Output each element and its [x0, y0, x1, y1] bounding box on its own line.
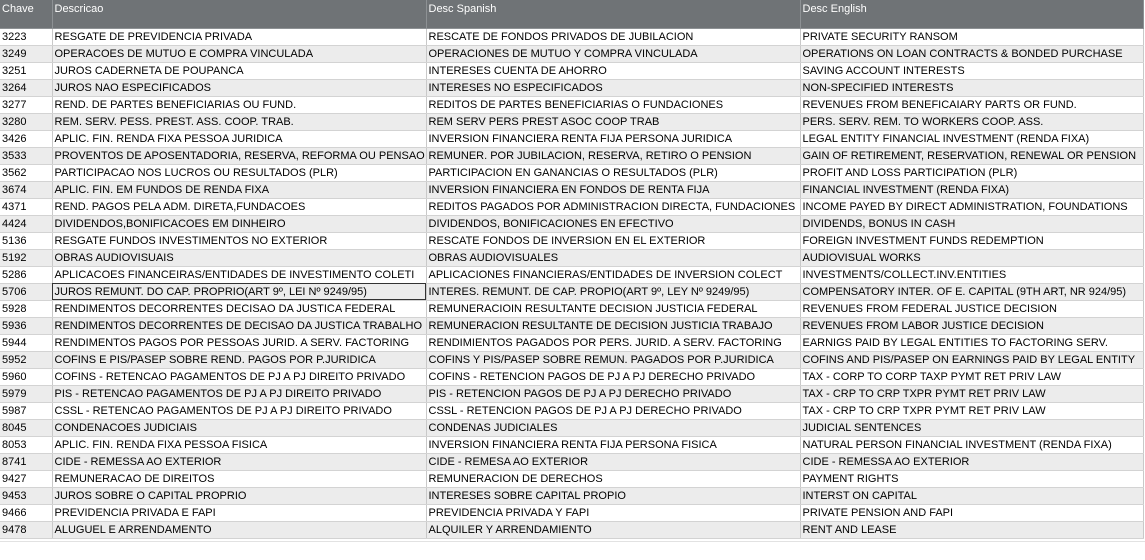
cell-chave[interactable]: 5136 — [0, 232, 52, 249]
cell-chave[interactable]: 5987 — [0, 402, 52, 419]
cell-descricao[interactable]: DIVIDENDOS,BONIFICACOES EM DINHEIRO — [52, 215, 426, 232]
cell-desc-spanish[interactable]: INVERSION FINANCIERA EN FONDOS DE RENTA FIJA — [426, 181, 800, 198]
cell-desc-spanish[interactable]: REMUNERACION RESULTANTE DE DECISION JUSTICIA TRABAJO — [426, 317, 800, 334]
cell-chave[interactable]: 3264 — [0, 79, 52, 96]
cell-desc-english[interactable]: PRIVATE SECURITY RANSOM — [800, 28, 1143, 45]
cell-desc-spanish[interactable]: CSSL - RETENCION PAGOS DE PJ A PJ DERECHO PRIVADO — [426, 402, 800, 419]
table-row[interactable] — [0, 436, 1143, 453]
cell-descricao[interactable]: OBRAS AUDIOVISUAIS — [52, 249, 426, 266]
cell-chave[interactable]: 4371 — [0, 198, 52, 215]
cell-descricao[interactable]: PROVENTOS DE APOSENTADORIA, RESERVA, REFORMA OU PENSAO — [52, 147, 426, 164]
cell-chave[interactable]: 3426 — [0, 130, 52, 147]
cell-desc-english[interactable]: COMPENSATORY INTER. OF E. CAPITAL (9TH ART, NR 924/95) — [800, 283, 1143, 300]
table-row[interactable] — [0, 334, 1143, 351]
cell-desc-spanish[interactable]: APLICACIONES FINANCIERAS/ENTIDADES DE INVERSION COLECT — [426, 266, 800, 283]
table-row[interactable] — [0, 130, 1143, 147]
cell-desc-english[interactable]: INVESTMENTS/COLLECT.INV.ENTITIES — [800, 266, 1143, 283]
column-header-desc-english[interactable]: Desc English — [800, 0, 1143, 28]
table-row[interactable] — [0, 215, 1143, 232]
cell-descricao[interactable]: REM. SERV. PESS. PREST. ASS. COOP. TRAB. — [52, 113, 426, 130]
cell-desc-spanish[interactable]: PARTICIPACION EN GANANCIAS O RESULTADOS (PLR) — [426, 164, 800, 181]
table-row[interactable] — [0, 266, 1143, 283]
table-row[interactable] — [0, 96, 1143, 113]
cell-desc-spanish[interactable]: REMUNER. POR JUBILACION, RESERVA, RETIRO O PENSION — [426, 147, 800, 164]
cell-desc-english[interactable]: AUDIOVISUAL WORKS — [800, 249, 1143, 266]
cell-desc-english[interactable]: REVENUES FROM LABOR JUSTICE DECISION — [800, 317, 1143, 334]
cell-descricao[interactable]: RENDIMENTOS DECORRENTES DECISAO DA JUSTICA FEDERAL — [52, 300, 426, 317]
cell-chave[interactable]: 9478 — [0, 521, 52, 538]
header-row — [0, 0, 1143, 28]
cell-chave[interactable]: 3562 — [0, 164, 52, 181]
cell-desc-spanish[interactable]: CIDE - REMESA AO EXTERIOR — [426, 453, 800, 470]
cell-desc-english[interactable]: REVENUES FROM FEDERAL JUSTICE DECISION — [800, 300, 1143, 317]
cell-chave[interactable]: 5192 — [0, 249, 52, 266]
table-row[interactable] — [0, 79, 1143, 96]
cell-desc-english[interactable]: REVENUES FROM BENEFICAIARY PARTS OR FUND. — [800, 96, 1143, 113]
cell-descricao[interactable]: RESGATE FUNDOS INVESTIMENTOS NO EXTERIOR — [52, 232, 426, 249]
table-row[interactable] — [0, 62, 1143, 79]
table-row[interactable] — [0, 487, 1143, 504]
cell-desc-spanish[interactable]: REDITOS PAGADOS POR ADMINISTRACION DIRECTA, FUNDACIONES — [426, 198, 800, 215]
cell-desc-spanish[interactable]: REMUNERACION DE DERECHOS — [426, 470, 800, 487]
cell-desc-spanish[interactable]: OBRAS AUDIOVISUALES — [426, 249, 800, 266]
cell-descricao[interactable]: REND. PAGOS PELA ADM. DIRETA,FUNDACOES — [52, 198, 426, 215]
cell-descricao[interactable]: CIDE - REMESSA AO EXTERIOR — [52, 453, 426, 470]
cell-desc-english[interactable]: PROFIT AND LOSS PARTICIPATION (PLR) — [800, 164, 1143, 181]
table-row[interactable] — [0, 521, 1143, 538]
cell-desc-spanish[interactable]: INVERSION FINANCIERA RENTA FIJA PERSONA FISICA — [426, 436, 800, 453]
cell-desc-english[interactable]: NON-SPECIFIED INTERESTS — [800, 79, 1143, 96]
table-row[interactable] — [0, 368, 1143, 385]
table-row[interactable] — [0, 317, 1143, 334]
cell-desc-spanish[interactable]: RENDIMIENTOS PAGADOS POR PERS. JURID. A SERV. FACTORING — [426, 334, 800, 351]
table-row[interactable] — [0, 453, 1143, 470]
cell-chave[interactable]: 3223 — [0, 28, 52, 45]
cell-descricao[interactable]: JUROS REMUNT. DO CAP. PROPRIO(ART 9º, LEI Nº 9249/95) — [52, 283, 426, 300]
cell-descricao[interactable]: APLICACOES FINANCEIRAS/ENTIDADES DE INVESTIMENTO COLETI — [52, 266, 426, 283]
table-row[interactable] — [0, 283, 1143, 300]
cell-chave[interactable]: 9427 — [0, 470, 52, 487]
table-row[interactable] — [0, 198, 1143, 215]
cell-descricao[interactable]: JUROS SOBRE O CAPITAL PROPRIO — [52, 487, 426, 504]
column-header-descricao[interactable]: Descricao — [52, 0, 426, 28]
cell-descricao[interactable]: APLIC. FIN. RENDA FIXA PESSOA JURIDICA — [52, 130, 426, 147]
cell-desc-spanish[interactable]: PREVIDENCIA PRIVADA Y FAPI — [426, 504, 800, 521]
table-row[interactable] — [0, 402, 1143, 419]
cell-descricao[interactable]: JUROS CADERNETA DE POUPANCA — [52, 62, 426, 79]
cell-descricao[interactable]: REMUNERACAO DE DIREITOS — [52, 470, 426, 487]
cell-chave[interactable]: 5928 — [0, 300, 52, 317]
column-header-desc-spanish[interactable]: Desc Spanish — [426, 0, 800, 28]
cell-chave[interactable]: 3251 — [0, 62, 52, 79]
cell-desc-english[interactable]: OPERATIONS ON LOAN CONTRACTS & BONDED PURCHASE — [800, 45, 1143, 62]
table-row[interactable] — [0, 385, 1143, 402]
table-row[interactable] — [0, 351, 1143, 368]
cell-desc-english[interactable]: NATURAL PERSON FINANCIAL INVESTMENT (RENDA FIXA) — [800, 436, 1143, 453]
cell-chave[interactable]: 9453 — [0, 487, 52, 504]
cell-chave[interactable]: 3280 — [0, 113, 52, 130]
cell-chave[interactable]: 8045 — [0, 419, 52, 436]
cell-desc-english[interactable]: INTERST ON CAPITAL — [800, 487, 1143, 504]
cell-desc-spanish[interactable]: COFINS - RETENCION PAGOS DE PJ A PJ DERECHO PRIVADO — [426, 368, 800, 385]
cell-chave[interactable]: 8741 — [0, 453, 52, 470]
cell-desc-english[interactable]: FOREIGN INVESTMENT FUNDS REDEMPTION — [800, 232, 1143, 249]
grid-footer — [0, 541, 1145, 560]
cell-descricao[interactable]: PARTICIPACAO NOS LUCROS OU RESULTADOS (PLR) — [52, 164, 426, 181]
cell-chave[interactable]: 8053 — [0, 436, 52, 453]
cell-desc-spanish[interactable]: RESCATE FONDOS DE INVERSION EN EL EXTERIOR — [426, 232, 800, 249]
cell-chave[interactable]: 5952 — [0, 351, 52, 368]
table-row[interactable] — [0, 181, 1143, 198]
table-row[interactable] — [0, 419, 1143, 436]
column-header-chave[interactable]: Chave — [0, 0, 52, 28]
table-row[interactable] — [0, 249, 1143, 266]
cell-desc-english[interactable]: SAVING ACCOUNT INTERESTS — [800, 62, 1143, 79]
cell-desc-english[interactable]: PAYMENT RIGHTS — [800, 470, 1143, 487]
cell-desc-english[interactable]: COFINS AND PIS/PASEP ON EARNINGS PAID BY LEGAL ENTITY — [800, 351, 1143, 368]
cell-desc-english[interactable]: RENT AND LEASE — [800, 521, 1143, 538]
cell-desc-spanish[interactable]: INTERESES SOBRE CAPITAL PROPIO — [426, 487, 800, 504]
cell-descricao[interactable]: PIS - RETENCAO PAGAMENTOS DE PJ A PJ DIREITO PRIVADO — [52, 385, 426, 402]
cell-desc-spanish[interactable]: INTERESES CUENTA DE AHORRO — [426, 62, 800, 79]
cell-descricao[interactable]: APLIC. FIN. EM FUNDOS DE RENDA FIXA — [52, 181, 426, 198]
cell-descricao[interactable]: CSSL - RETENCAO PAGAMENTOS DE PJ A PJ DIREITO PRIVADO — [52, 402, 426, 419]
cell-desc-english[interactable]: PRIVATE PENSION AND FAPI — [800, 504, 1143, 521]
table-row[interactable] — [0, 113, 1143, 130]
cell-chave[interactable]: 3277 — [0, 96, 52, 113]
table-body — [0, 28, 1143, 538]
cell-desc-english[interactable]: GAIN OF RETIREMENT, RESERVATION, RENEWAL OR PENSION — [800, 147, 1143, 164]
cell-chave[interactable]: 3674 — [0, 181, 52, 198]
cell-desc-spanish[interactable]: COFINS Y PIS/PASEP SOBRE REMUN. PAGADOS POR P.JURIDICA — [426, 351, 800, 368]
cell-desc-english[interactable]: LEGAL ENTITY FINANCIAL INVESTMENT (RENDA FIXA) — [800, 130, 1143, 147]
cell-desc-english[interactable]: DIVIDENDS, BONUS IN CASH — [800, 215, 1143, 232]
cell-desc-spanish[interactable]: CONDENAS JUDICIALES — [426, 419, 800, 436]
cell-chave[interactable]: 5979 — [0, 385, 52, 402]
cell-desc-spanish[interactable]: REDITOS DE PARTES BENEFICIARIAS O FUNDACIONES — [426, 96, 800, 113]
cell-chave[interactable]: 5706 — [0, 283, 52, 300]
cell-descricao[interactable]: RESGATE DE PREVIDENCIA PRIVADA — [52, 28, 426, 45]
cell-desc-spanish[interactable]: PIS - RETENCION PAGOS DE PJ A PJ DERECHO PRIVADO — [426, 385, 800, 402]
cell-desc-english[interactable]: PERS. SERV. REM. TO WORKERS COOP. ASS. — [800, 113, 1143, 130]
cell-chave[interactable]: 4424 — [0, 215, 52, 232]
cell-chave[interactable]: 5944 — [0, 334, 52, 351]
cell-desc-spanish[interactable]: REMUNERACIOIN RESULTANTE DECISION JUSTICIA FEDERAL — [426, 300, 800, 317]
cell-desc-english[interactable]: TAX - CRP TO CRP TXPR PYMT RET PRIV LAW — [800, 402, 1143, 419]
table-row[interactable] — [0, 470, 1143, 487]
cell-chave[interactable]: 5936 — [0, 317, 52, 334]
cell-desc-english[interactable]: JUDICIAL SENTENCES — [800, 419, 1143, 436]
cell-descricao[interactable]: OPERACOES DE MUTUO E COMPRA VINCULADA — [52, 45, 426, 62]
cell-desc-spanish[interactable]: INTERESES NO ESPECIFICADOS — [426, 79, 800, 96]
cell-descricao[interactable]: REND. DE PARTES BENEFICIARIAS OU FUND. — [52, 96, 426, 113]
cell-desc-english[interactable]: EARNIGS PAID BY LEGAL ENTITIES TO FACTORING SERV. — [800, 334, 1143, 351]
table-row[interactable] — [0, 300, 1143, 317]
cell-desc-english[interactable]: FINANCIAL INVESTMENT (RENDA FIXA) — [800, 181, 1143, 198]
cell-descricao[interactable]: PREVIDENCIA PRIVADA E FAPI — [52, 504, 426, 521]
cell-chave[interactable]: 3249 — [0, 45, 52, 62]
table-row[interactable] — [0, 504, 1143, 521]
table-row[interactable] — [0, 45, 1143, 62]
cell-desc-english[interactable]: TAX - CRP TO CRP TXPR PYMT RET PRIV LAW — [800, 385, 1143, 402]
cell-desc-spanish[interactable]: RESCATE DE FONDOS PRIVADOS DE JUBILACION — [426, 28, 800, 45]
cell-descricao[interactable]: COFINS E PIS/PASEP SOBRE REND. PAGOS POR P.JURIDICA — [52, 351, 426, 368]
cell-descricao[interactable]: ALUGUEL E ARRENDAMENTO — [52, 521, 426, 538]
cell-desc-spanish[interactable]: ALQUILER Y ARRENDAMIENTO — [426, 521, 800, 538]
cell-chave[interactable]: 3533 — [0, 147, 52, 164]
cell-descricao[interactable]: APLIC. FIN. RENDA FIXA PESSOA FISICA — [52, 436, 426, 453]
cell-descricao[interactable]: JUROS NAO ESPECIFICADOS — [52, 79, 426, 96]
cell-descricao[interactable]: RENDIMENTOS PAGOS POR PESSOAS JURID. A SERV. FACTORING — [52, 334, 426, 351]
table-row[interactable] — [0, 147, 1143, 164]
cell-descricao[interactable]: RENDIMENTOS DECORRENTES DE DECISAO DA JUSTICA TRABALHO — [52, 317, 426, 334]
cell-chave[interactable]: 5286 — [0, 266, 52, 283]
cell-chave[interactable]: 5960 — [0, 368, 52, 385]
cell-desc-english[interactable]: INCOME PAYED BY DIRECT ADMINISTRATION, FOUNDATIONS — [800, 198, 1143, 215]
cell-desc-spanish[interactable]: REM SERV PERS PREST ASOC COOP TRAB — [426, 113, 800, 130]
table-row[interactable] — [0, 232, 1143, 249]
table-row[interactable] — [0, 164, 1143, 181]
cell-desc-spanish[interactable]: INVERSION FINANCIERA RENTA FIJA PERSONA JURIDICA — [426, 130, 800, 147]
cell-chave[interactable]: 9466 — [0, 504, 52, 521]
cell-desc-spanish[interactable]: DIVIDENDOS, BONIFICACIONES EN EFECTIVO — [426, 215, 800, 232]
table-row[interactable] — [0, 28, 1143, 45]
cell-desc-english[interactable]: TAX - CORP TO CORP TAXP PYMT RET PRIV LAW — [800, 368, 1143, 385]
cell-descricao[interactable]: CONDENACOES JUDICIAIS — [52, 419, 426, 436]
cell-desc-spanish[interactable]: INTERES. REMUNT. DE CAP. PROPIO(ART 9º, LEY Nº 9249/95) — [426, 283, 800, 300]
cell-desc-spanish[interactable]: OPERACIONES DE MUTUO Y COMPRA VINCULADA — [426, 45, 800, 62]
cell-desc-english[interactable]: CIDE - REMESSA AO EXTERIOR — [800, 453, 1143, 470]
cell-descricao[interactable]: COFINS - RETENCAO PAGAMENTOS DE PJ A PJ DIREITO PRIVADO — [52, 368, 426, 385]
